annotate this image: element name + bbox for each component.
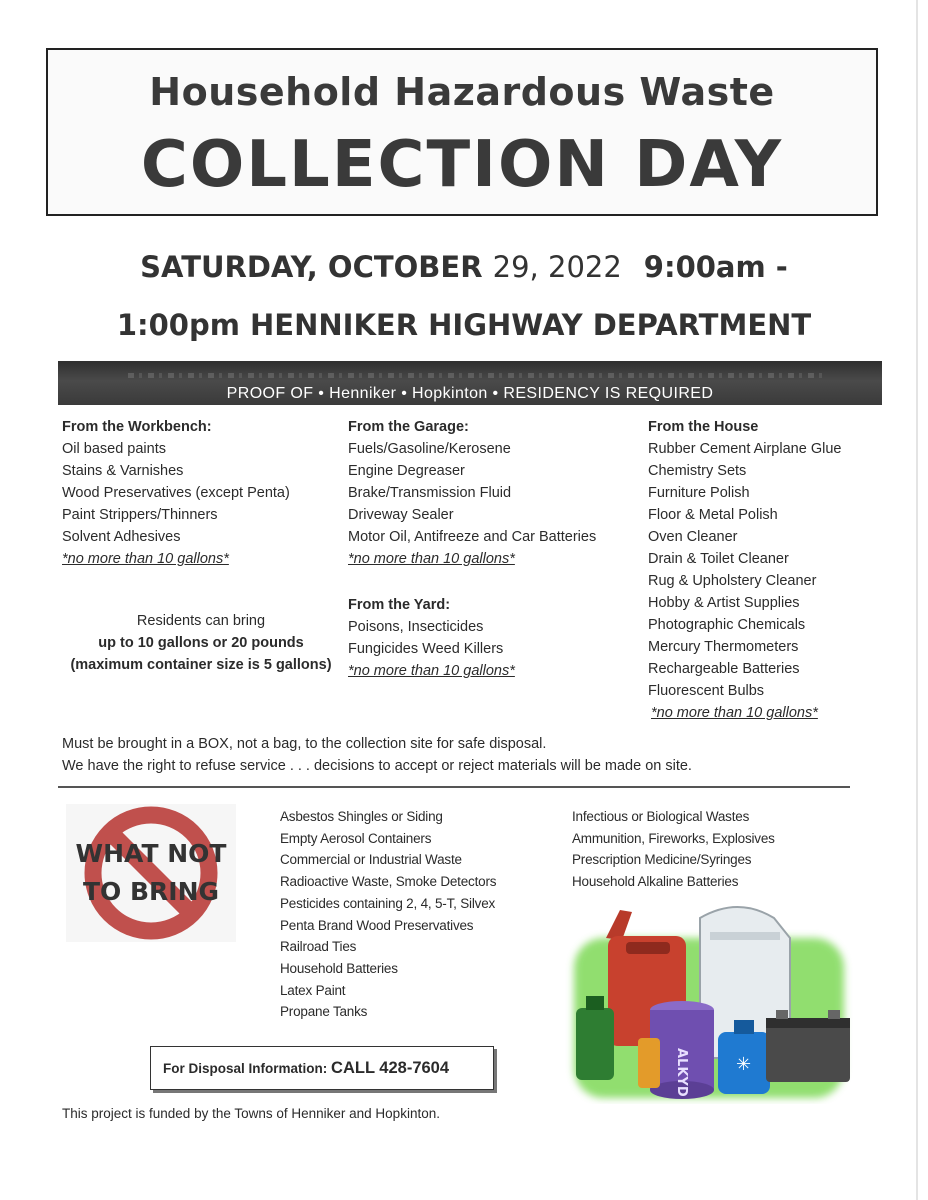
list-item: Pesticides containing 2, 4, 5-T, Silvex <box>280 895 496 911</box>
small-bottle-icon <box>638 1038 660 1088</box>
list-item: Propane Tanks <box>280 1004 368 1020</box>
limit-note: *no more than 10 gallons* <box>348 663 515 679</box>
excluded-list-1 <box>280 806 496 1023</box>
list-item: Penta Brand Wood Preservatives <box>280 917 474 933</box>
house-column <box>648 416 841 724</box>
list-item: Chemistry Sets <box>648 463 747 479</box>
list-item: Engine Degreaser <box>348 463 465 479</box>
list-item: Fungicides Weed Killers <box>348 641 504 657</box>
workbench-column <box>62 416 290 570</box>
svg-text:ALKYD: ALKYD <box>674 1048 689 1097</box>
list-item: Commercial or Industrial Waste <box>280 852 462 868</box>
rules-line-2: We have the right to refuse service . . . decisions to accept or reject materials will be made on site. <box>62 758 692 774</box>
list-item: Ammunition, Fireworks, Explosives <box>572 830 775 846</box>
list-item: Prescription Medicine/Syringes <box>572 852 752 868</box>
disposal-phone: CALL 428-7604 <box>331 1059 450 1077</box>
list-item: Fuels/Gasoline/Kerosene <box>348 441 511 457</box>
workbench-heading: From the Workbench: <box>62 419 212 435</box>
yard-heading: From the Yard: <box>348 597 451 613</box>
residents-line-1: Residents can bring <box>136 613 266 629</box>
list-item: Empty Aerosol Containers <box>280 830 432 846</box>
prohibition-icon <box>66 804 236 942</box>
sign-text-line-1: WHAT NOT <box>75 839 227 868</box>
list-item: Radioactive Waste, Smoke Detectors <box>280 874 497 890</box>
page-edge <box>916 0 918 1200</box>
event-location-line <box>0 308 928 342</box>
excluded-list-2 <box>572 806 775 893</box>
sign-text-line-2: TO BRING <box>82 877 220 906</box>
list-item: Drain & Toilet Cleaner <box>648 551 789 567</box>
limit-note: *no more than 10 gallons* <box>651 705 818 721</box>
list-item: Household Alkaline Batteries <box>572 874 739 890</box>
list-item: Poisons, Insecticides <box>348 619 484 635</box>
list-item: Brake/Transmission Fluid <box>348 485 512 501</box>
residents-line-2: up to 10 gallons or 20 pounds <box>98 635 304 651</box>
list-item: Stains & Varnishes <box>62 463 184 479</box>
title-line-1: Household Hazardous Waste <box>149 70 775 114</box>
list-item: Floor & Metal Polish <box>648 507 778 523</box>
list-item: Infectious or Biological Wastes <box>572 809 750 824</box>
list-item: Paint Strippers/Thinners <box>62 507 218 523</box>
list-item: Photographic Chemicals <box>648 617 806 633</box>
house-heading: From the House <box>648 419 759 435</box>
disposal-info-label: For Disposal Information: <box>163 1061 328 1076</box>
list-item: Household Batteries <box>280 960 398 976</box>
title-line-2: COLLECTION DAY <box>140 128 784 202</box>
list-item: Driveway Sealer <box>348 507 454 523</box>
event-day: SATURDAY, OCTOBER <box>140 250 483 284</box>
hazardous-containers-illustration <box>560 898 856 1104</box>
list-item: Furniture Polish <box>648 485 750 501</box>
list-item: Oil based paints <box>62 441 166 457</box>
residents-limit <box>56 610 346 676</box>
list-item: Fluorescent Bulbs <box>648 683 765 699</box>
garage-column <box>348 416 596 570</box>
limit-note: *no more than 10 gallons* <box>62 551 229 567</box>
yard-column <box>348 594 515 682</box>
residents-line-3: (maximum container size is 5 gallons) <box>70 657 332 673</box>
residency-banner-text: PROOF OF • Henniker • Hopkinton • RESIDENCY IS REQUIRED <box>226 385 714 402</box>
svg-text:✳: ✳ <box>736 1054 752 1075</box>
bottle-icon <box>576 996 614 1080</box>
event-location: HENNIKER HIGHWAY DEPARTMENT <box>250 308 812 342</box>
event-date-line <box>0 250 928 284</box>
list-item: Hobby & Artist Supplies <box>648 595 800 611</box>
section-divider <box>58 786 850 788</box>
list-item: Rubber Cement Airplane Glue <box>648 441 842 457</box>
list-item: Motor Oil, Antifreeze and Car Batteries <box>348 529 597 545</box>
rules-line-1: Must be brought in a BOX, not a bag, to the collection site for safe disposal. <box>62 736 547 752</box>
disposal-info-box <box>150 1046 494 1090</box>
list-item: Rechargeable Batteries <box>648 661 800 677</box>
list-item: Asbestos Shingles or Siding <box>280 809 443 824</box>
list-item: Latex Paint <box>280 982 346 998</box>
list-item: Mercury Thermometers <box>648 639 799 655</box>
list-item: Wood Preservatives (except Penta) <box>62 485 290 501</box>
residency-banner <box>58 361 882 405</box>
list-item: Railroad Ties <box>280 939 357 955</box>
garage-heading: From the Garage: <box>348 419 469 435</box>
what-not-to-bring-sign <box>66 804 236 942</box>
event-end-time: 1:00pm <box>116 308 240 342</box>
rules-text <box>62 733 692 777</box>
list-item: Solvent Adhesives <box>62 529 181 545</box>
title-box <box>46 48 878 216</box>
event-date: 29, 2022 <box>492 250 622 284</box>
car-battery-icon <box>766 1010 850 1082</box>
event-start-time: 9:00am - <box>643 250 788 284</box>
list-item: Oven Cleaner <box>648 529 738 545</box>
list-item: Rug & Upholstery Cleaner <box>648 573 817 589</box>
limit-note: *no more than 10 gallons* <box>348 551 515 567</box>
funding-note: This project is funded by the Towns of Henniker and Hopkinton. <box>62 1106 440 1121</box>
